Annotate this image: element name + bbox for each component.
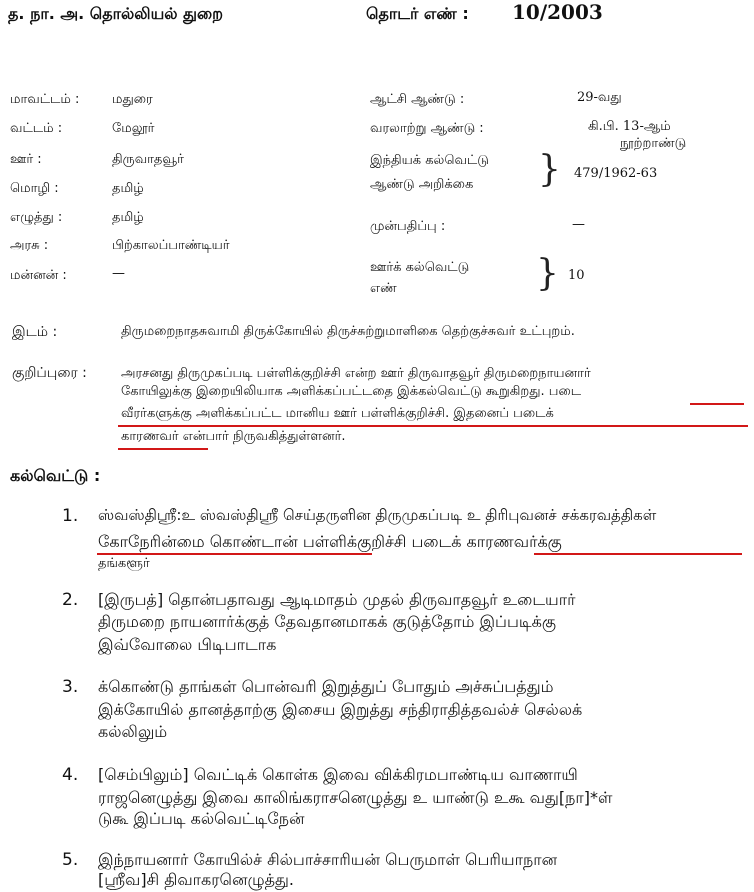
village-no-brace: } — [536, 253, 559, 294]
underline-verse-1b — [534, 553, 742, 555]
place-label: இடம் : — [12, 324, 58, 340]
place-text: திருமறைநாதசுவாமி திருக்கோயில் திருச்சுற்றுமாளிகை தெற்குச்சுவர் உட்புறம். — [121, 324, 575, 339]
published-value: — — [572, 217, 585, 232]
note-line-2: கோயிலுக்கு இறையிலியாக அளிக்கப்பட்டதை இக்கல்வெட்டு கூறுகிறது. படை — [121, 384, 582, 399]
verse-4-line-1: [செம்பிலும்] வெட்டிக் கொள்க இவை விக்கிரமபாண்டிய வாணாயி — [98, 765, 578, 784]
verse-1-line-1: ஸ்வஸ்திஸ்ரீ:உ ஸ்வஸ்திஸ்ரீ செய்தருளின திருமுகப்படி உ திரிபுவனச் சக்கரவத்திகள் — [98, 506, 657, 524]
reign-label: ஆட்சி ஆண்டு : — [370, 92, 465, 107]
note-label: குறிப்புரை : — [12, 365, 87, 381]
era-label: வரலாற்று ஆண்டு : — [370, 121, 484, 136]
verse-2-line-1: [இருபத்] தொன்பதாவது ஆடிமாதம் முதல் திருவாதவூர் உடையார் — [98, 590, 576, 609]
verse-2-line-3: இவ்வோலை பிடிபாடாக — [98, 635, 277, 654]
note-line-4: காரணவர் என்பார் நிருவகித்துள்ளனர். — [121, 429, 346, 444]
era-value: கி.பி. 13-ஆம் — [588, 119, 671, 134]
language-label: மொழி : — [10, 181, 59, 196]
verse-4-line-2: ராஜனெழுத்து இவை காலிங்கராசனெழுத்து உ யாண்டு உகூ வது[நா]*ள் — [98, 788, 613, 807]
king-value: — — [112, 266, 125, 281]
note-line-3: வீரர்களுக்கு அளிக்கப்பட்ட மானிய ஊர் பள்ளிக்குறிச்சி. இதனைப் படைக் — [121, 406, 554, 421]
serial-number: 10/2003 — [512, 0, 603, 24]
report-brace: } — [538, 149, 561, 190]
report-value: 479/1962-63 — [574, 166, 658, 181]
note-line-1: அரசனது திருமுகப்படி பள்ளிக்குறிச்சி என்ற ஊர் திருவாதவூர் திருமறைநாயனார் — [121, 366, 591, 381]
verse-3-line-1: க்கொண்டு தாங்கள் பொன்வரி இறுத்துப் போதும் அச்சுப்பத்தும் — [98, 677, 554, 696]
underline-note-3 — [118, 448, 208, 450]
language-value: தமிழ் — [112, 181, 144, 196]
verse-1-line-3: தங்களூர் — [98, 556, 150, 571]
king-label: மன்னன் : — [10, 268, 67, 283]
department-title: த. நா. அ. தொல்லியல் துறை — [8, 4, 224, 23]
dynasty-label: அரசு : — [10, 238, 49, 253]
verse-1-number: 1. — [62, 506, 79, 526]
era-value-century: நூற்றாண்டு — [620, 136, 687, 151]
script-label: எழுத்து : — [10, 210, 63, 225]
report-label-2: ஆண்டு அறிக்கை — [370, 177, 474, 192]
verse-4-line-3: டுகூ இப்படி கல்வெட்டிநேன் — [98, 809, 305, 828]
verse-1-line-2: கோநேரின்மை கொண்டான் பள்ளிக்குறிச்சி படைக் காரணவர்க்கு — [98, 532, 562, 551]
verse-5-line-1: இந்நாயனார் கோயில்ச் சில்பாச்சாரியன் பெருமாள் பெரியாநான — [98, 850, 558, 869]
verse-2-number: 2. — [62, 590, 79, 610]
verse-3-line-2: இக்கோயில் தானத்தாற்கு இசைய இறுத்து சந்திராதித்தவல்ச் செல்லக் — [98, 700, 583, 719]
verse-5-number: 5. — [62, 850, 79, 870]
district-label: மாவட்டம் : — [10, 92, 80, 107]
taluk-value: மேலூர் — [112, 121, 155, 136]
underline-verse-1a — [97, 553, 372, 555]
district-value: மதுரை — [112, 92, 153, 107]
published-label: முன்பதிப்பு : — [370, 219, 446, 234]
verse-3-line-3: கல்லிலும் — [98, 722, 168, 741]
verse-2-line-2: திருமறை நாயனார்க்குத் தேவதானமாகக் குடுத்தோம் இப்படிக்கு — [98, 612, 556, 631]
verse-5-line-2: [ஸ்ரீவ]சி திவாகரனெழுத்து. — [98, 870, 294, 889]
verse-3-number: 3. — [62, 677, 79, 697]
village-inscription-no-label-2: எண் — [370, 281, 397, 296]
serial-label: தொடர் எண் : — [366, 4, 469, 23]
underline-note-2 — [118, 425, 748, 427]
report-label: இந்தியக் கல்வெட்டு — [370, 153, 489, 168]
village-inscription-no-label: ஊர்க் கல்வெட்டு — [370, 260, 470, 275]
village-label: ஊர் : — [10, 152, 42, 167]
village-inscription-no-value: 10 — [568, 268, 585, 283]
village-value: திருவாதவூர் — [112, 152, 184, 167]
verse-4-number: 4. — [62, 765, 79, 785]
taluk-label: வட்டம் : — [10, 121, 63, 136]
reign-value: 29-வது — [577, 90, 622, 105]
dynasty-value: பிற்காலப்பாண்டியர் — [112, 238, 230, 253]
script-value: தமிழ் — [112, 210, 144, 225]
underline-note-1 — [690, 403, 744, 405]
inscription-heading: கல்வெட்டு : — [10, 466, 101, 485]
